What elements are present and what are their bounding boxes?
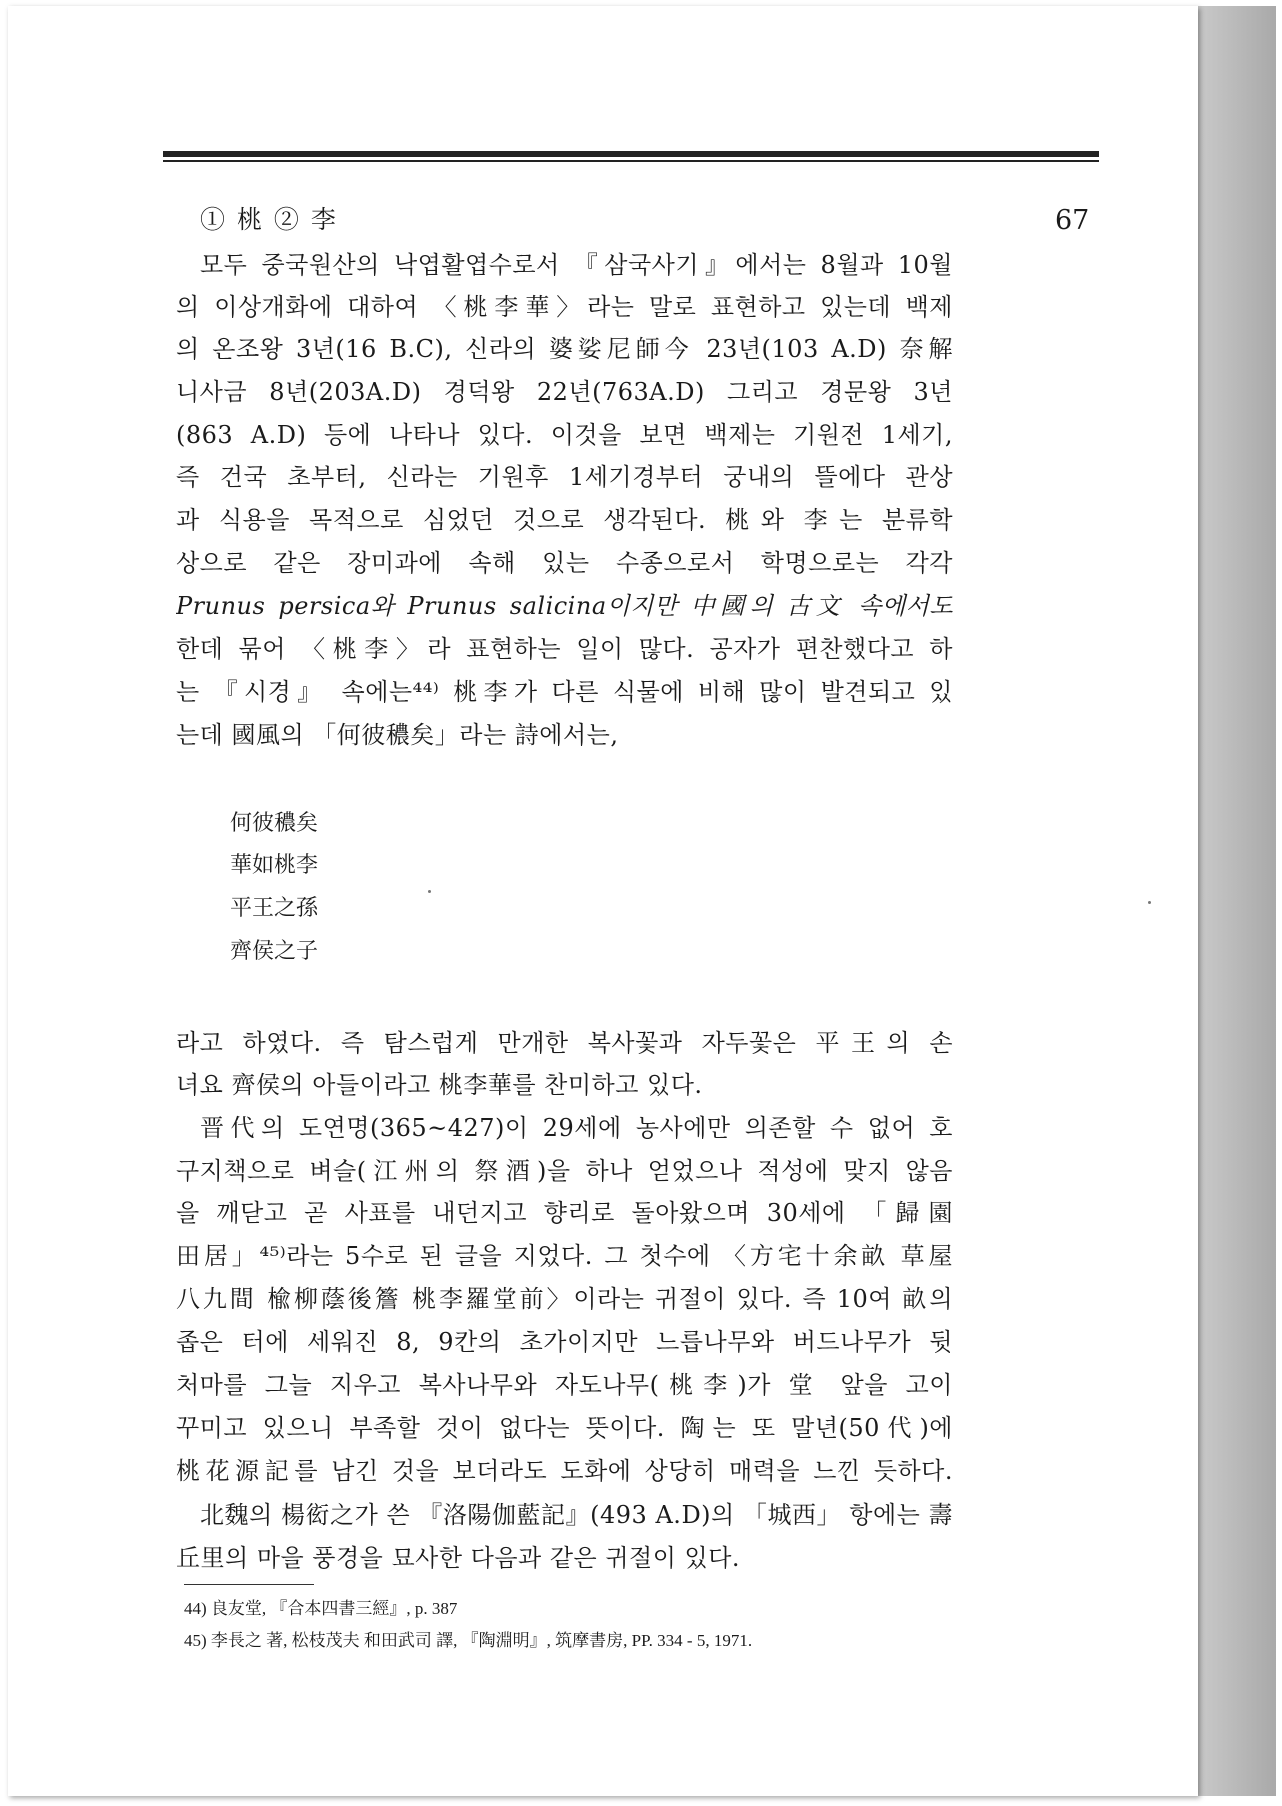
body-line: 桃花源記를 남긴 것을 보더라도 도화에 상당히 매력을 느낀 듯하다.	[176, 1457, 953, 1485]
footnote-rule	[184, 1584, 314, 1585]
body-line: (863 A.D) 등에 나타나 있다. 이것을 보면 백제는 기원전 1세기,	[176, 421, 953, 449]
body-line: 구지책으로 벼슬(江州의 祭酒)을 하나 얻었으나 적성에 맞지 않음	[176, 1157, 953, 1185]
body-line: 을 깨닫고 곧 사표를 내던지고 향리로 돌아왔으며 30세에 「歸園	[176, 1199, 953, 1227]
footnote: 45) 李長之 著, 松枝茂夫 和田武司 譯, 『陶淵明』, 筑摩書房, PP. 334 - 5, 1971.	[184, 1631, 753, 1650]
body-line: 北魏의 楊衒之가 쓴 『洛陽伽藍記』(493 A.D)의 「城西」 항에는 壽	[200, 1501, 953, 1529]
poem-line: 齊侯之子	[230, 939, 319, 964]
body-line: 는 『시경』 속에는⁴⁴⁾ 桃李가 다른 식물에 비해 많이 발견되고 있	[176, 678, 953, 706]
body-line: 모두 중국원산의 낙엽활엽수로서 『삼국사기』에서는 8월과 10월	[200, 251, 953, 279]
body-line: 과 식용을 목적으로 심었던 것으로 생각된다. 桃와 李는 분류학	[176, 506, 953, 534]
body-line: 상으로 같은 장미과에 속해 있는 수종으로서 학명으로는 각각	[176, 549, 953, 577]
body-line: 녀요 齊侯의 아들이라고 桃李華를 찬미하고 있다.	[176, 1071, 703, 1099]
poem-line: 華如桃李	[230, 853, 319, 878]
body-line: Prunus persica와 Prunus salicina이지만 中國의 古文 속에서도	[176, 592, 953, 620]
body-line: 라고 하였다. 즉 탐스럽게 만개한 복사꽃과 자두꽃은 平王의 손	[176, 1029, 953, 1057]
body-line: 한데 묶어 〈桃李〉라 표현하는 일이 많다. 공자가 편찬했다고 하	[176, 635, 953, 663]
section-heading: ① 桃 ② 李	[200, 205, 338, 234]
body-line: 꾸미고 있으니 부족할 것이 없다는 뜻이다. 陶는 또 말년(50代)에	[176, 1414, 953, 1442]
footnote: 44) 良友堂, 『合本四書三經』, p. 387	[184, 1599, 458, 1618]
body-line: 丘里의 마을 풍경을 묘사한 다음과 같은 귀절이 있다.	[176, 1544, 741, 1572]
header-rule-thick	[163, 151, 1099, 157]
body-line: 八九間 楡柳蔭後簷 桃李羅堂前〉이라는 귀절이 있다. 즉 10여 畝의	[176, 1285, 953, 1313]
scan-speck	[1148, 901, 1151, 904]
poem-line: 何彼穠矣	[230, 811, 319, 836]
poem-line: 平王之孫	[230, 896, 319, 921]
body-line: 의 이상개화에 대하여 〈桃李華〉라는 말로 표현하고 있는데 백제	[176, 293, 953, 321]
body-line: 즉 건국 초부터, 신라는 기원후 1세기경부터 궁내의 뜰에다 관상	[176, 463, 953, 491]
body-line: 처마를 그늘 지우고 복사나무와 자도나무(桃李)가 堂 앞을 고이	[176, 1371, 953, 1399]
page-number: 67	[1055, 205, 1090, 236]
body-line: 는데 國風의 「何彼穠矣」라는 詩에서는,	[176, 721, 619, 749]
book-page-edge	[1198, 6, 1276, 1796]
body-line: 의 온조왕 3년(16 B.C), 신라의 婆娑尼師今 23년(103 A.D) 奈解	[176, 335, 953, 363]
body-line: 晋代의 도연명(365~427)이 29세에 농사에만 의존할 수 없어 호	[200, 1114, 953, 1142]
body-line: 田居」⁴⁵⁾라는 5수로 된 글을 지었다. 그 첫수에 〈方宅十余畝 草屋	[176, 1242, 953, 1270]
scan-speck	[428, 890, 431, 893]
body-line: 좁은 터에 세워진 8, 9칸의 초가이지만 느릅나무와 버드나무가 뒷	[176, 1328, 953, 1356]
header-rule-thin	[163, 160, 1099, 162]
body-line: 니사금 8년(203A.D) 경덕왕 22년(763A.D) 그리고 경문왕 3년	[176, 378, 953, 406]
